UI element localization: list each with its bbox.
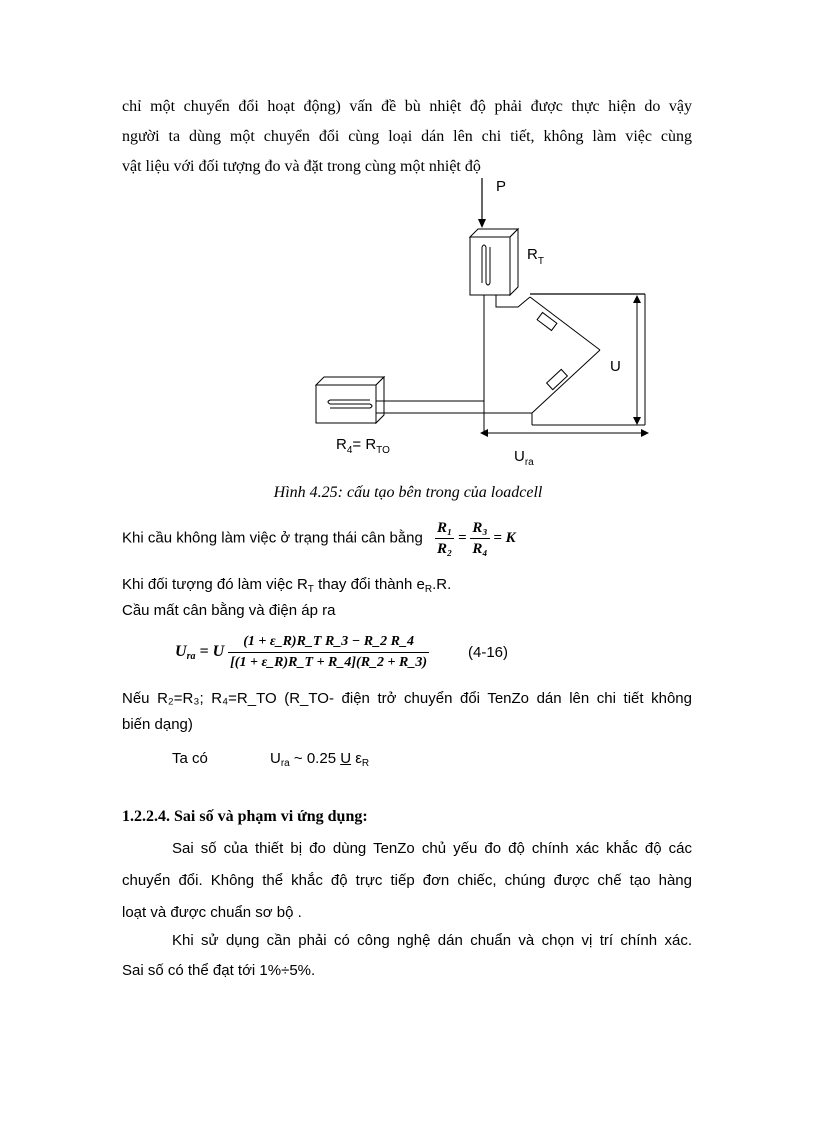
resistor-r2 [547,369,568,389]
paragraph-1-line-2: người ta dùng một chuyển đổi cùng loại dán lên chi tiết, không làm việc cùng [122,128,692,145]
loadcell-diagram [300,175,680,475]
label-p: P [496,178,507,195]
u-arrowhead-top [633,295,641,303]
balance-text: Khi cầu không làm việc ở trạng thái cân bằng [122,529,423,547]
formula-4-16: $U_{ra} = U$ $\frac{\text{(1 + ε\_R)R\_T R\_3 − R\_2 R\_4}}{[(1 + \varepsilon\_R)R\_T + R\_4](R\_2 + R\_3)}$ [175,632,535,680]
section-heading: 1.2.2.4. Sai số và phạm vi ứng dụng: [122,808,368,825]
result-expression: $U_{ra}$ ~ 0.25 U $\varepsilon_R$ [270,750,370,769]
paragraph-2-line-1: Sai số của thiết bị đo dùng TenZo chủ yếu đo độ chính xác khắc độ các [172,840,692,857]
balance-condition [122,518,692,562]
formula-numerator: (1 + ε_R)R_T R_3 − R_2 R_4 [228,632,429,653]
u-arrowhead-bottom [633,417,641,425]
bridge-arm-lower [532,350,600,413]
paragraph-2-line-3: loạt và được chuẩn sơ bộ . [122,904,302,921]
balance-ratio: $\frac{\text{R₁}}{\text{R₂}}$ = $\frac{\text{R₃}}{\text{R₄}}$ = K [437,520,516,557]
condition-line-2: biến dạng) [122,716,193,733]
label-rt: $R_T$ [527,246,544,267]
ura-arrowhead-right [641,429,649,437]
label-u: U [610,358,621,375]
force-arrowhead [478,219,486,228]
label-r4-rto: $R_4= R_{TO}$ [336,436,390,456]
strain-gauge-rt [470,229,518,295]
bridge-arm-upper [530,297,600,350]
paragraph-2-line-2: chuyển đổi. Không thể khắc độ trực tiếp đơn chiếc, chúng được chế tạo hàng [122,872,692,889]
formula-number: (4-16) [468,644,509,661]
paragraph-1-line-3: vật liệu với đối tượng đo và đặt trong cùng một nhiệt độ [122,158,481,175]
paragraph-1-line-1: chỉ một chuyển đổi hoạt động) vấn đề bù nhiệt độ phải được thực hiện do vậy [122,98,692,115]
figure-caption: Hình 4.25: cấu tạo bên trong của loadcell [273,484,543,501]
condition-line-1: Nếu R₂=R₃; R₄=R_TO (R_TO- điện trở chuyển đổi TenZo dán lên chi tiết không [122,690,692,707]
change-line: Khi đối tượng đó làm việc $R_T$ thay đổi thành $e_R.R$. [122,576,452,595]
paragraph-3-line-2: Sai số có thể đạt tới 1%÷5%. [122,962,316,979]
result-prefix: Ta có [172,750,208,767]
paragraph-3-line-1: Khi sử dụng cần phải có công nghệ dán chuẩn và chọn vị trí chính xác. [172,932,692,949]
strain-gauge-r4 [316,377,384,423]
label-ura: $U_{ra}$ [514,448,534,468]
wire-rt-right [496,295,530,307]
unbalance-text: Cầu mất cân bằng và điện áp ra [122,602,336,619]
formula-denominator: [(1 + ε_R)R_T + R_4](R_2 + R_3) [230,655,428,670]
